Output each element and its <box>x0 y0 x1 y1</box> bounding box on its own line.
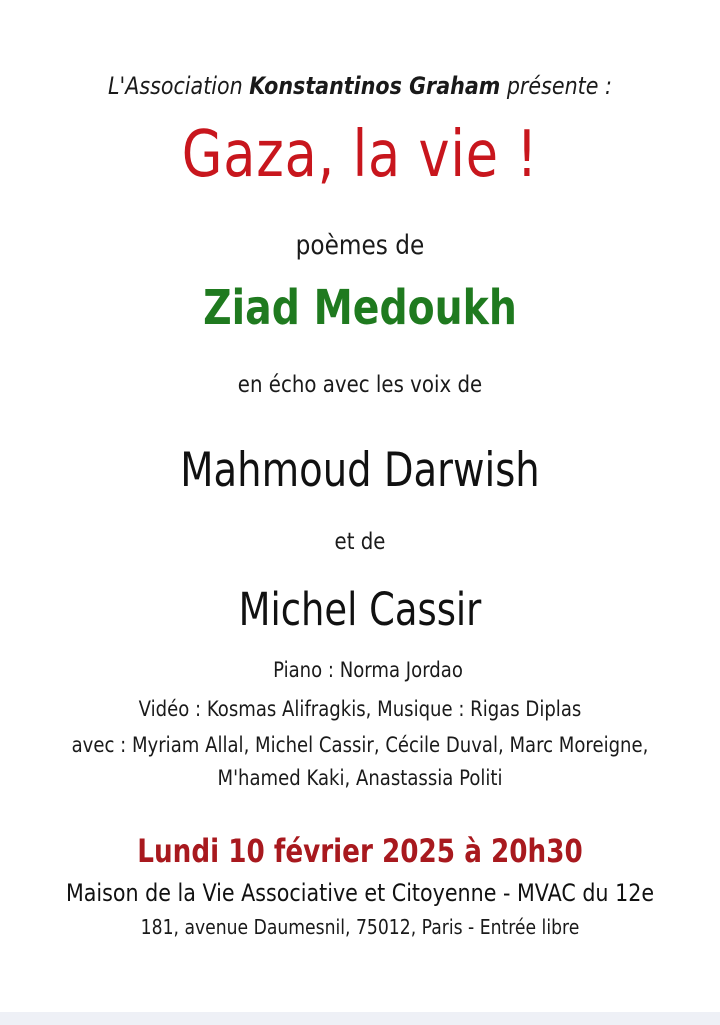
event-venue: Maison de la Vie Associative et Citoyenne - MVAC du 12e <box>65 879 655 907</box>
bottom-strip <box>0 1012 720 1025</box>
presenter-line <box>50 72 669 100</box>
credit-piano: Piano : Norma Jordao <box>273 658 463 682</box>
voice-name-darwish: Mahmoud Darwish <box>180 443 540 498</box>
event-date: Lundi 10 février 2025 à 20h30 <box>137 832 583 870</box>
event-address: 181, avenue Daumesnil, 75012, Paris - Entrée libre <box>140 915 580 939</box>
connector-label: et de <box>334 529 386 555</box>
presenter-suffix: présente : <box>500 72 612 100</box>
poster-title: Gaza, la vie ! <box>181 118 539 192</box>
echo-label: en écho avec les voix de <box>237 372 483 398</box>
author-name: Ziad Medoukh <box>203 280 517 336</box>
voice-name-cassir: Michel Cassir <box>238 583 482 636</box>
association-name: Konstantinos Graham <box>249 72 501 100</box>
poems-by-label: poèmes de <box>295 230 425 261</box>
credit-video-music: Vidéo : Kosmas Alifragkis, Musique : Rigas Diplas <box>138 697 582 721</box>
credit-cast-line-2: M'hamed Kaki, Anastassia Politi <box>217 766 503 790</box>
credit-cast-line-1: avec : Myriam Allal, Michel Cassir, Cécile Duval, Marc Moreigne, <box>71 733 649 757</box>
presenter-prefix: L'Association <box>108 72 250 100</box>
